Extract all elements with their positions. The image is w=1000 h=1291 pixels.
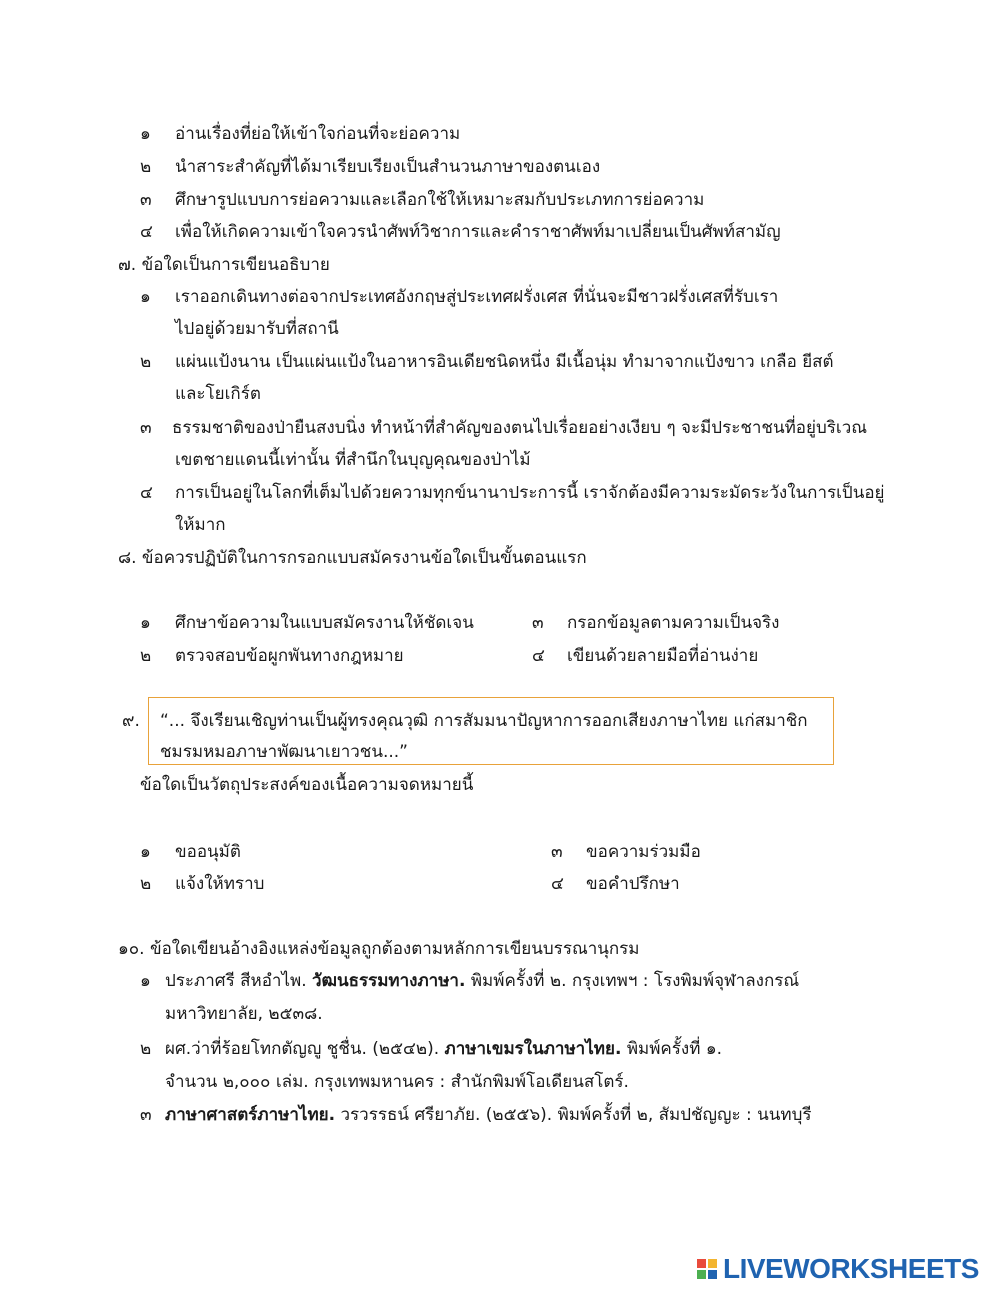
citation-author: ประภาศรี สีหอำไพ. — [165, 971, 307, 991]
option-number: ๑ — [140, 971, 151, 991]
option-text: นำสาระสำคัญที่ได้มาเรียบเรียงเป็นสำนวนภาษาของตนเอง — [175, 157, 601, 177]
option-number: ๒ — [140, 1039, 152, 1059]
option-number: ๒ — [140, 352, 152, 372]
option-text-cont: และโยเกิร์ต — [175, 384, 261, 404]
option-text: กรอกข้อมูลตามความเป็นจริง — [567, 613, 780, 633]
option-text — [165, 969, 799, 993]
citation-title: ภาษาเขมรในภาษาไทย. — [444, 1039, 622, 1059]
citation-rest: วรวรรธน์ ศรียาภัย. (๒๕๕๖). พิมพ์ครั้งที่ ๒, สัมปชัญญะ : นนทบุรี — [340, 1105, 812, 1125]
option-number: ๒ — [140, 646, 152, 666]
q7-question: ๗. ข้อใดเป็นการเขียนอธิบาย — [118, 255, 330, 275]
citation-rest: พิมพ์ครั้งที่ ๑. — [626, 1039, 723, 1059]
liveworksheets-logo — [697, 1254, 979, 1284]
q10-question: ๑๐. ข้อใดเขียนอ้างอิงแหล่งข้อมูลถูกต้องตามหลักการเขียนบรรณานุกรม — [118, 939, 640, 959]
option-text: เราออกเดินทางต่อจากประเทศอังกฤษสู่ประเทศฝรั่งเศส ที่นั่นจะมีชาวฝรั่งเศสที่รับเรา — [175, 287, 779, 307]
option-number: ๓ — [140, 190, 152, 210]
option-text: การเป็นอยู่ในโลกที่เต็มไปด้วยความทุกข์นานาประการนี้ เราจักต้องมีความระมัดระวังในการเป็นอยู่ — [175, 483, 885, 503]
citation-title: ภาษาศาสตร์ภาษาไทย. — [165, 1105, 336, 1125]
option-number: ๔ — [551, 874, 564, 894]
option-text: เพื่อให้เกิดความเข้าใจควรนำศัพท์วิชาการและคำราชาศัพท์มาเปลี่ยนเป็นศัพท์สามัญ — [175, 222, 781, 242]
option-number: ๑ — [140, 124, 151, 144]
option-text: ศึกษารูปแบบการย่อความและเลือกใช้ให้เหมาะสมกับประเภทการย่อความ — [175, 190, 705, 210]
option-text-cont: มหาวิทยาลัย, ๒๕๓๘. — [165, 1004, 323, 1024]
option-number: ๑ — [140, 613, 151, 633]
option-text-cont: ไปอยู่ด้วยมารับที่สถานี — [175, 319, 339, 339]
option-number: ๔ — [140, 222, 153, 242]
option-number: ๒ — [140, 157, 152, 177]
option-number: ๓ — [551, 842, 563, 862]
citation-title: วัฒนธรรมทางภาษา. — [312, 971, 466, 991]
citation-author: ผศ.ว่าที่ร้อยโทกตัญญู ชูชื่น. (๒๕๔๒). — [165, 1039, 440, 1059]
logo-text: LIVEWORKSHEETS — [723, 1253, 979, 1284]
option-text: ศึกษาข้อความในแบบสมัครงานให้ชัดเจน — [175, 613, 474, 633]
option-text: ตรวจสอบข้อผูกพันทางกฎหมาย — [175, 646, 404, 666]
option-text — [165, 1103, 812, 1127]
option-text: ขอความร่วมมือ — [586, 842, 701, 862]
option-text: แผ่นแป้งนาน เป็นแผ่นแป้งในอาหารอินเดียชนิดหนึ่ง มีเนื้อนุ่ม ทำมาจากแป้งขาว เกลือ ยีสต์ — [175, 352, 834, 372]
q9-quote-line1: “... จึงเรียนเชิญท่านเป็นผู้ทรงคุณวุฒิ การสัมมนาปัญหาการออกเสียงภาษาไทย แก่สมาชิก — [160, 711, 808, 731]
citation-rest: พิมพ์ครั้งที่ ๒. กรุงเทพฯ : โรงพิมพ์จุฬาลงกรณ์ — [470, 971, 800, 991]
q8-question: ๘. ข้อควรปฏิบัติในการกรอกแบบสมัครงานข้อใดเป็นขั้นตอนแรก — [118, 548, 587, 568]
option-text-cont: จำนวน ๒,๐๐๐ เล่ม. กรุงเทพมหานคร : สำนักพิมพ์โอเดียนสโตร์. — [165, 1072, 629, 1092]
option-text: แจ้งให้ทราบ — [175, 874, 265, 894]
option-text: ธรรมชาติของป่ายืนสงบนิ่ง ทำหน้าที่สำคัญของตนไปเรื่อยอย่างเงียบ ๆ จะมีประชาชนที่อยู่บริเวณ — [172, 418, 868, 438]
option-number: ๓ — [140, 1105, 152, 1125]
option-number: ๓ — [532, 613, 544, 633]
option-number: ๑ — [140, 287, 151, 307]
q9-quote-line2: ชมรมหมอภาษาพัฒนาเยาวชน...” — [160, 742, 408, 762]
option-number: ๔ — [532, 646, 545, 666]
option-text: เขียนด้วยลายมือที่อ่านง่าย — [567, 646, 759, 666]
option-text-cont: เขตชายแดนนี้เท่านั้น ที่สำนึกในบุญคุณของป่าไม้ — [175, 450, 531, 470]
q9-question: ข้อใดเป็นวัตถุประสงค์ของเนื้อความจดหมายนี้ — [140, 775, 474, 795]
option-number: ๓ — [140, 418, 152, 438]
logo-icon — [697, 1259, 717, 1279]
q9-number: ๙. — [122, 711, 140, 731]
option-number: ๒ — [140, 874, 152, 894]
option-text: ขออนุมัติ — [175, 842, 241, 862]
option-number: ๔ — [140, 483, 153, 503]
option-text: อ่านเรื่องที่ย่อให้เข้าใจก่อนที่จะย่อความ — [175, 124, 461, 144]
option-text — [165, 1037, 722, 1061]
option-number: ๑ — [140, 842, 151, 862]
option-text: ขอคำปรึกษา — [586, 874, 680, 894]
option-text-cont: ให้มาก — [175, 515, 226, 535]
